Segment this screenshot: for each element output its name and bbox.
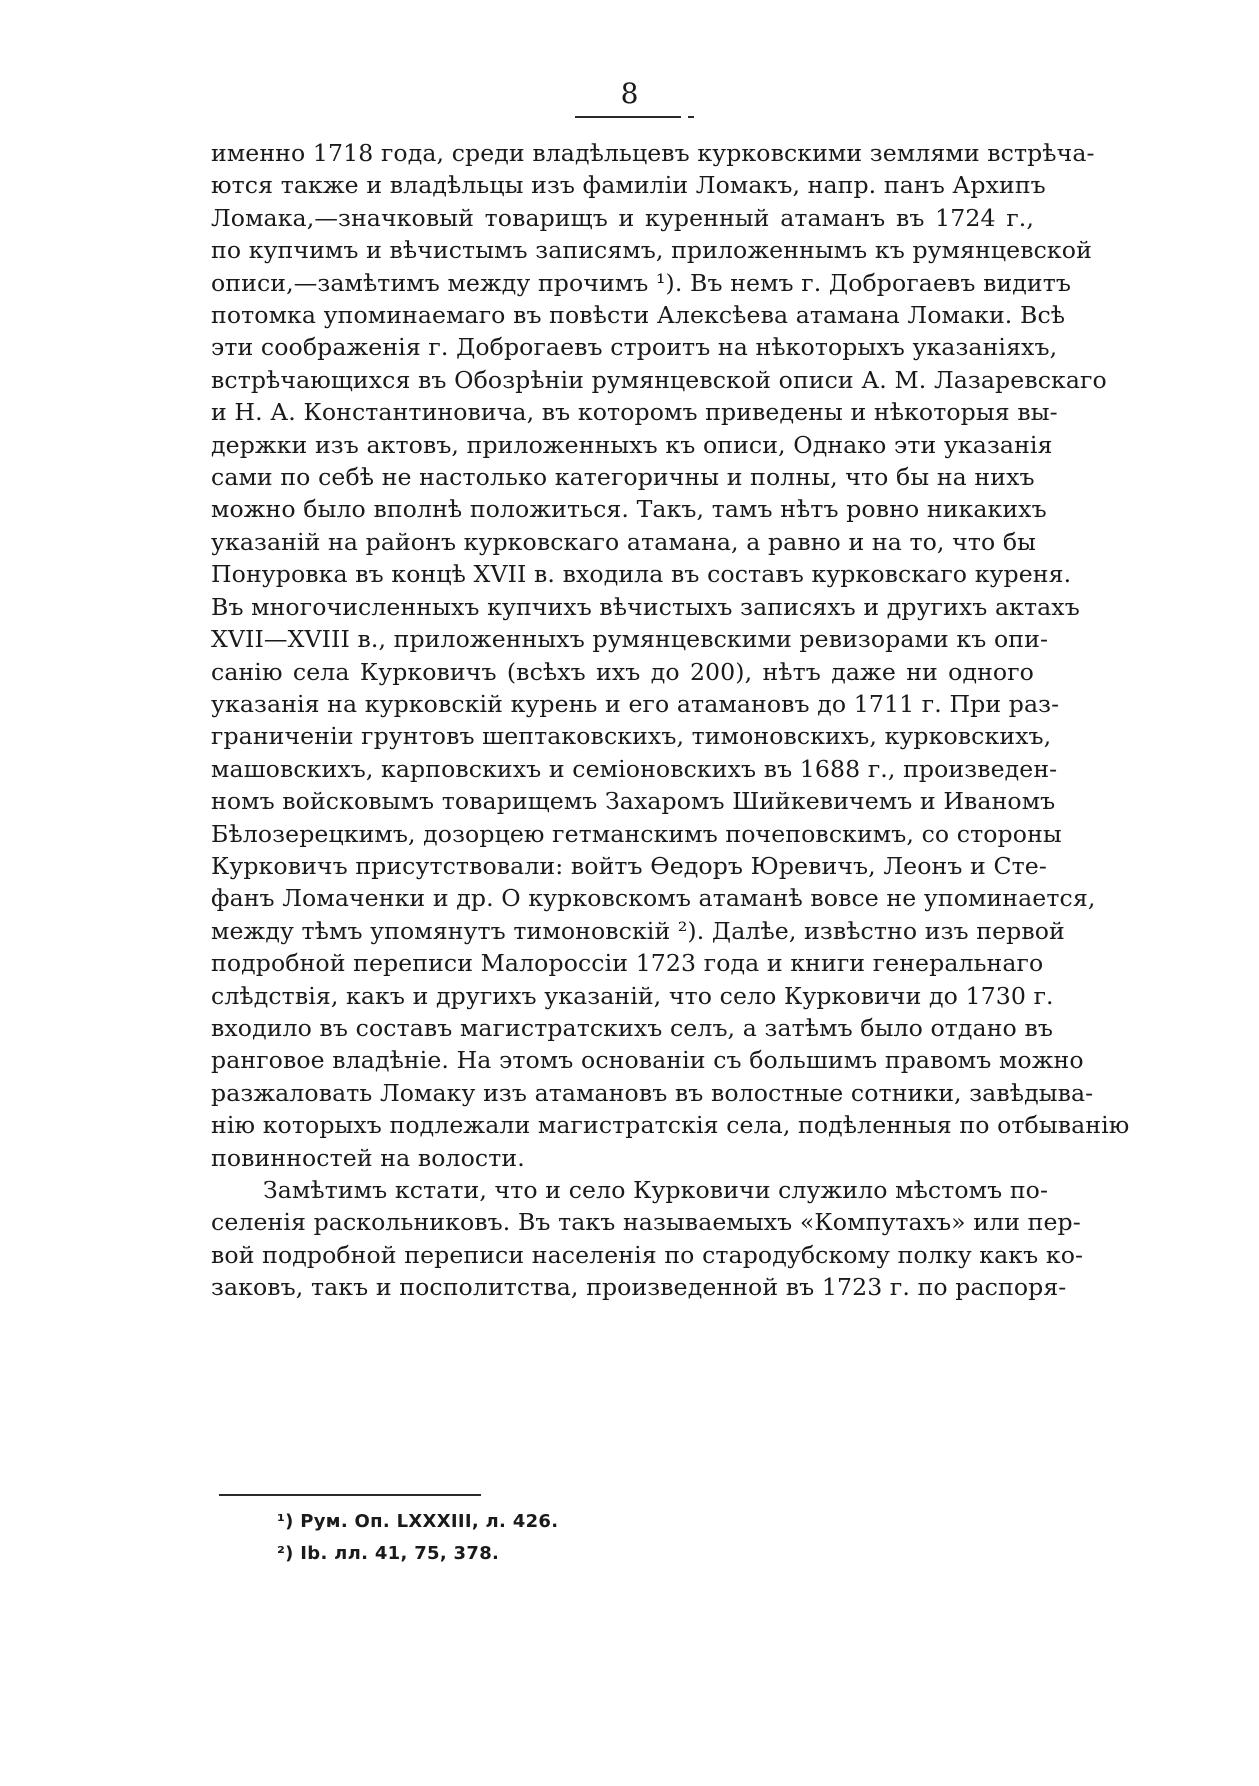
text-line: санію села Курковичъ (всѣхъ ихъ до 200), нѣтъ даже ни одного <box>211 657 1034 686</box>
text-line: нію которыхъ подлежали магистратскія села, подѣленныя по отбыванію <box>211 1111 1130 1140</box>
text-line: Въ многочисленныхъ купчихъ вѣчистыхъ записяхъ и другихъ актахъ <box>211 592 1080 621</box>
text-line: подробной переписи Малороссіи 1723 года и книги генеральнаго <box>211 949 1044 978</box>
body-text <box>211 137 1130 1304</box>
footnote-1: ¹) Рум. Оп. LXXXIII, л. 426. <box>277 1511 559 1532</box>
text-line: фанъ Ломаченки и др. О курковскомъ атаманѣ вовсе не упоминается, <box>211 884 1096 913</box>
text-line: Ломака,—значковый товарищъ и куренный атаманъ въ 1724 г., <box>211 203 1034 232</box>
text-line: встрѣчающихся въ Обозрѣніи румянцевской описи А. М. Лазаревскаго <box>211 365 1107 394</box>
text-line: можно было вполнѣ положиться. Такъ, тамъ нѣтъ ровно никакихъ <box>211 495 1047 524</box>
text-line: именно 1718 года, среди владѣльцевъ курковскими землями встрѣча- <box>211 139 1095 167</box>
text-line: повинностей на волости. <box>211 1143 525 1172</box>
text-line: держки изъ актовъ, приложенныхъ къ описи, Однако эти указанія <box>211 430 1053 459</box>
footnote-rule <box>219 1494 481 1496</box>
text-line: заковъ, такъ и посполитства, произведенной въ 1723 г. по распоря- <box>211 1273 1067 1302</box>
page-number: 8 <box>620 77 639 110</box>
text-line: селенія раскольниковъ. Въ такъ называемыхъ «Компутахъ» или пер- <box>211 1208 1081 1237</box>
text-line: по купчимъ и вѣчистымъ записямъ, приложеннымъ къ румянцевской <box>211 236 1092 265</box>
header-rule-tail <box>688 116 694 118</box>
text-line: Бѣлозерецкимъ, дозорцею гетманскимъ почеповскимъ, со стороны <box>211 819 1062 848</box>
text-line: описи,—замѣтимъ между прочимъ ¹). Въ немъ г. Доброгаевъ видитъ <box>211 268 1072 297</box>
text-line: входило въ составъ магистратскихъ селъ, а затѣмъ было отдано въ <box>211 1013 1053 1042</box>
text-line: вой подробной переписи населенія по стародубскому полку какъ ко- <box>211 1240 1084 1269</box>
text-line: потомка упоминаемаго въ повѣсти Алексѣева атамана Ломаки. Всѣ <box>211 301 1066 330</box>
footnote-2: ²) Ib. лл. 41, 75, 378. <box>277 1543 500 1564</box>
text-line: Понуровка въ концѣ XVII в. входила въ составъ курковскаго куреня. <box>211 560 1072 589</box>
text-line: машовскихъ, карповскихъ и семіоновскихъ въ 1688 г., произведен- <box>211 754 1058 783</box>
text-line: между тѣмъ упомянутъ тимоновскій ²). Далѣе, извѣстно изъ первой <box>211 916 1065 945</box>
text-line: номъ войсковымъ товарищемъ Захаромъ Шийкевичемъ и Иваномъ <box>211 787 1056 816</box>
text-line: Замѣтимъ кстати, что и село Курковичи служило мѣстомъ по- <box>263 1176 1049 1204</box>
text-line: граниченіи грунтовъ шептаковскихъ, тимоновскихъ, курковскихъ, <box>211 722 1052 751</box>
text-line: XVII—XVIII в., приложенныхъ румянцевскими ревизорами къ опи- <box>211 625 1049 654</box>
text-line: указаній на районъ курковскаго атамана, а равно и на то, что бы <box>211 527 1037 556</box>
text-line: ранговое владѣніе. На этомъ основаніи съ большимъ правомъ можно <box>211 1046 1084 1075</box>
text-line: Курковичъ присутствовали: войтъ Ѳедоръ Юревичъ, Леонъ и Сте- <box>211 851 1047 880</box>
header-rule <box>575 116 681 118</box>
text-line: ются также и владѣльцы изъ фамиліи Ломакъ, напр. панъ Архипъ <box>211 171 1046 200</box>
text-line: указанія на курковскій курень и его атамановъ до 1711 г. При раз- <box>211 689 1060 718</box>
text-line: слѣдствія, какъ и другихъ указаній, что село Курковичи до 1730 г. <box>211 981 1054 1010</box>
text-line: и Н. А. Константиновича, въ которомъ приведены и нѣкоторыя вы- <box>211 398 1058 427</box>
text-line: разжаловать Ломаку изъ атамановъ въ волостные сотники, завѣдыва- <box>211 1078 1094 1107</box>
footnotes <box>277 1506 558 1570</box>
text-line: сами по себѣ не настолько категоричны и полны, что бы на нихъ <box>211 463 1035 492</box>
text-line: эти соображенія г. Доброгаевъ строитъ на нѣкоторыхъ указаніяхъ, <box>211 333 1058 362</box>
